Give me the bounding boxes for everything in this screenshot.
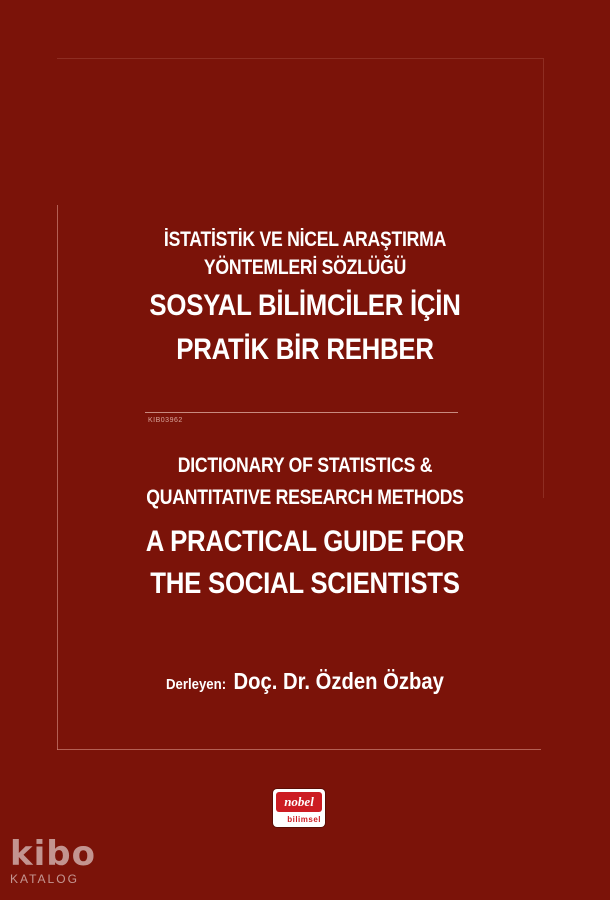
catalog-code: KIB03962 — [148, 417, 183, 424]
english-title — [0, 450, 610, 604]
english-subtitle-line-2: THE SOCIAL SCIENTISTS — [150, 567, 460, 600]
title-divider — [145, 412, 458, 413]
watermark-logo: kibo — [10, 834, 96, 874]
english-title-line-2: QUANTITATIVE RESEARCH METHODS — [146, 486, 464, 509]
publisher-logo-sub: bilimsel — [287, 815, 321, 824]
frame-line-bottom — [57, 749, 541, 750]
kibo-katalog-watermark — [10, 836, 96, 886]
english-subtitle-line-1: A PRACTICAL GUIDE FOR — [145, 525, 465, 558]
english-title-line-1: DICTIONARY OF STATISTICS & — [177, 454, 433, 477]
author-name: Doç. Dr. Özden Özbay — [233, 668, 444, 694]
publisher-logo-name: nobel — [276, 792, 322, 812]
turkish-title-line-1: İSTATİSTİK VE NİCEL ARAŞTIRMA — [163, 228, 447, 251]
publisher-logo — [273, 789, 325, 827]
frame-line-top — [57, 58, 543, 59]
turkish-subtitle-line-2: PRATİK BİR REHBER — [176, 333, 434, 366]
author-label: Derleyen: — [166, 676, 227, 693]
turkish-title — [0, 226, 610, 370]
author-line — [0, 668, 610, 695]
turkish-title-line-2: YÖNTEMLERİ SÖZLÜĞÜ — [203, 256, 407, 279]
turkish-subtitle-line-1: SOSYAL BİLİMCİLER İÇİN — [149, 289, 461, 322]
watermark-sub: KATALOG — [10, 872, 79, 886]
